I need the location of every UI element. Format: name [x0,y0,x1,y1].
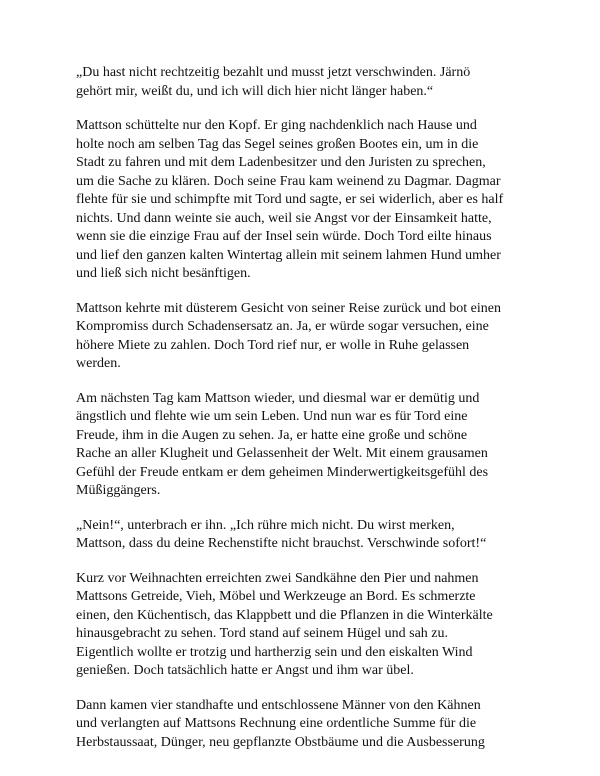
text-line: ängstlich und flehte wie um sein Leben. Und nun war es für Tord eine [76,409,468,424]
text-line: „Du hast nicht rechtzeitig bezahlt und musst jetzt verschwinden. Järnö [76,65,471,80]
text-line: Eigentlich wollte er trotzig und hartherzig sein und den eiskalten Wind [76,644,473,660]
text-line: wenn sie die einzige Frau auf der Insel sein würde. Doch Tord eilte hinaus [76,229,492,244]
paragraph-4 [76,390,528,501]
text-line: Mattson kehrte mit düsterem Gesicht von seiner Reise zurück und bot einen [76,300,501,316]
text-line: Mattson, dass du deine Rechenstifte nicht brauchst. Verschwinde sofort!“ [76,536,487,551]
text-line: Am nächsten Tag kam Mattson wieder, und diesmal war er demütig und [76,390,480,406]
text-line: Gefühl der Freude entkam er dem geheimen Minderwertigkeitsgefühl des [76,464,489,480]
text-line: Mattsons Getreide, Vieh, Möbel und Werkzeuge an Bord. Es schmerzte [76,589,476,604]
paragraph-6 [76,570,528,681]
text-line: Herbstaussaat, Dünger, neu gepflanzte Obstbäume und die Ausbesserung [76,734,485,750]
text-line: einen, den Küchentisch, das Klappbett und die Pflanzen in die Winterkälte [76,607,493,623]
text-line: Freude, ihm in die Augen zu sehen. Ja, er hatte eine große und schöne [76,427,468,443]
paragraph-5 [76,517,528,554]
text-line: und lief den ganzen kalten Wintertag allein mit seinem lahmen Hund umher [76,247,501,263]
text-line: und verlangten auf Mattsons Rechnung eine ordentliche Summe für die [76,716,477,731]
text-line: Kompromiss durch Schadensersatz an. Ja, er würde sogar versuchen, eine [76,319,489,334]
paragraph-3 [76,300,528,374]
text-line: flehte für sie und schimpfte mit Tord und sagte, er sei widerlich, aber es half [76,192,504,207]
document-page [76,64,528,768]
text-line: um die Sache zu klären. Doch seine Frau kam weinend zu Dagmar. Dagmar [76,173,501,189]
text-line: werden. [76,356,121,371]
text-line: nichts. Und dann weinte sie auch, weil sie Angst vor der Einsamkeit hatte, [76,210,492,226]
text-line: Mattson schüttelte nur den Kopf. Er ging nachdenklich nach Hause und [76,118,477,133]
text-line: Stadt zu fahren und mit dem Ladenbesitzer und den Juristen zu sprechen, [76,155,486,170]
text-line: gehört mir, weißt du, und ich will dich hier nicht länger haben.“ [76,83,434,99]
text-line: hinausgebracht zu sehen. Tord stand auf seinem Hügel und sah zu. [76,626,448,641]
text-line: holte noch am selben Tag das Segel seines großen Bootes ein, um in die [76,136,479,152]
paragraph-1 [76,64,528,101]
paragraph-2 [76,117,528,284]
paragraph-7 [76,697,528,753]
text-line: Kurz vor Weihnachten erreichten zwei Sandkähne den Pier und nahmen [76,570,479,586]
text-line: Dann kamen vier standhafte und entschlossene Männer von den Kähnen [76,697,481,713]
text-line: und ließ sich nicht besänftigen. [76,266,251,281]
text-line: genießen. Doch tatsächlich hatte er Angst und ihm war übel. [76,663,414,678]
text-line: Rache an aller Klugheit und Gelassenheit der Welt. Mit einem grausamen [76,446,488,461]
text-line: Müßiggängers. [76,483,161,498]
text-line: höhere Miete zu zahlen. Doch Tord rief nur, er wolle in Ruhe gelassen [76,337,470,353]
text-line: „Nein!“, unterbrach er ihn. „Ich rühre mich nicht. Du wirst merken, [76,517,455,533]
